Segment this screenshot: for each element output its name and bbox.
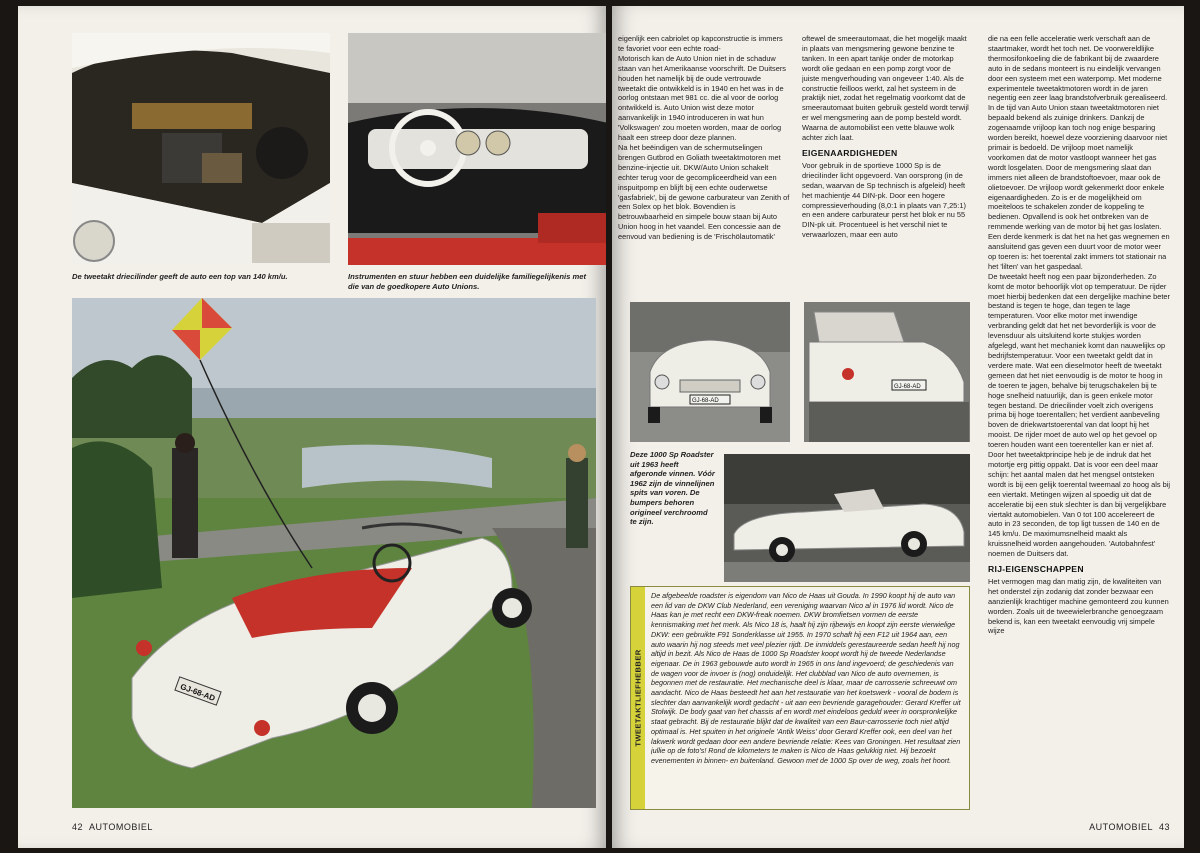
- section-heading-rij-eigenschappen: RIJ-EIGENSCHAPPEN: [988, 564, 1084, 575]
- roadster-main-photo: [72, 298, 596, 808]
- sidebar-text: De afgebeelde roadster is eigendom van Nico de Haas uit Gouda. In 1990 koopt hij de auto van een lid van de DKW Club Nederland, een vereniging waarvan Nico al in 1976 lid wordt. Nico de Haas kan je met recht een DKW-freak noemen. DKW bromfietsen vormen de eerste kennismaking met het merk. Als Nico 18 is, haalt hij zijn rijbewijs en koopt zijn eerste vierwielige DKW: een gebruikte F91 Sonderklasse uit 1955. In 1970 schaft hij een F12 uit 1964 aan, een auto waarin hij nog steeds met veel plezier rijdt. De inmiddels gerestaureerde sedan heeft hij nog altijd in bezit. Als Nico de Haas de 1000 Sp Roadster koopt wordt hij de tweede Nederlandse eigenaar. De in 1963 gebouwde auto wordt in 1965 in ons land ingevoerd; de geschiedenis van de wagen voor de invoer is (nog) onduidelijk. Het clubblad van Nico de auto overnemen, is begonnen met de restauratie. Het mechanische deel is klaar, maar de carrosserie schreeuwt om aandacht. Nico de Haas besteedt het aan het restauratie van het koetswerk - vooral de bodem is slechter dan aanvankelijk wordt gedacht - uit aan een bevriende garagehouder: Gerard Kreffer uit Stolwijk. De body gaat van het chassis af en wordt met eindeloos geduld weer in oorspronkelijke staat gebracht. Bij de restauratie blijkt dat de kwaliteit van een Baur-carrosserie toch niet altijd optimaal is. Het spuiten in het originele 'Antik Weiss' door Gerard Kreffer ook, een deel van het lakwerk wordt gedaan door een andere bevriende relatie: Kees van Groningen. Het resultaat zien jullie op de foto's! Rond de kilometers te maken is Nico de Haas gelukkig niet. Hij bezoekt evenementen in binnen- en buitenland. Gewoon met de 1000 Sp over de weg, zoals het hoort.: [651, 591, 961, 765]
- article-column-1: [618, 34, 790, 292]
- left-magazine-title: AUTOMOBIEL: [89, 822, 153, 832]
- left-page: [18, 6, 606, 848]
- col2-paragraph: oftewel de smeerautomaat, die het mogelijk maakt in plaats van mengsmering gewone benzine te tanken. In een apart tankje onder de motorkap wordt olie gedaan en een pomp zorgt voor de juiste mengverhouding van ongeveer 1:40. Als de constructie feilloos werkt, zal het systeem in de praktijk niet, zodat het regelmatig voorkomt dat de smeerautomaat buiten gebruik gesteld wordt terwijl er wel mengsmering aan de pomp besteld wordt. Waarna de automobilist een vette blauwe wolk achter zich laat.: [802, 34, 969, 143]
- section-heading-eigenaardigheden: EIGENAARDIGHEDEN: [802, 147, 898, 158]
- roadster-front-photo: [630, 302, 790, 442]
- right-folio: [1089, 822, 1170, 832]
- right-magazine-title: AUTOMOBIEL: [1089, 822, 1153, 832]
- roadster-caption: Deze 1000 Sp Roadster uit 1963 heeft afgeronde vinnen. Vóór 1962 zijn de vinnelijnen spits van voren. De bumpers behoren origineel verchroomd te zijn.: [630, 450, 715, 527]
- roadster-side-photo: [724, 454, 970, 582]
- article-column-2: [802, 34, 970, 296]
- sidebar-box: [630, 586, 970, 810]
- front-photo-plate: GJ-68-AD: [692, 398, 719, 404]
- dashboard-caption: Instrumenten en stuur hebben een duidelijke familiegelijkenis met die van de goedkopere Auto Unions.: [348, 272, 586, 291]
- right-page-number: 43: [1158, 822, 1170, 832]
- roadster-rear-photo: [804, 302, 970, 442]
- left-folio: [72, 822, 153, 832]
- col1-paragraph: Motorisch kan de Auto Union niet in de schaduw staan van het Amerikaanse voorschrift. De Duitsers houden het namelijk bij de oude vertrouwde tweetakt die ontwikkeld is in 1940 en het was in de oorlog ontstaan met 981 cc. die al voor de oorlog ontwikkeld is. Auto Union wist deze motor aanvankelijk in 1940 introduceren in wat hun 'Volkswagen' zou moeten worden, maar de oorlog haalt een streep door deze plannen.: [618, 53, 787, 143]
- dashboard-photo: [348, 33, 606, 265]
- article-column-3: [988, 34, 1170, 816]
- left-page-number: 42: [72, 822, 84, 832]
- engine-photo: [72, 33, 330, 265]
- col3-paragraph: die na een felle acceleratie werk verschaft aan de staartmaker, wordt het toch net. De voorwereldlijke thermosifonkoeling die de fabrikant bij de zwaardere auto in de sedans monteert is nu eindelijk vervangen door een systeem met een waterpomp. Met moderne experimentele tweetaktmotoren wordt in de jaren negentig een zeer laag brandstofverbruik gerealiseerd. In de tijd van Auto Union staan tweetaktmotoren niet bepaald bekend als zuinige drinkers. Dankzij de zogenaamde vrijloop kan toch nog enige besparing worden bereikt, hoewel deze voorziening daarvoor niet primair is bedoeld. De vrijloop moet namelijk voorkomen dat de motor vastloopt wanneer het gas wordt losgelaten. Door de mengsmering slaat dan immers niet alleen de brandstoftoevoer, maar ook de olietoevoer. De vrijloop wordt gekenmerkt door enkele eigenaardigheden. Zo is er de mogelijkheid om moeiteloos te schakelen zonder de koppeling te bedienen. Opvallend is ook het ontbreken van de remmende werking van de motor bij het gas loslaten. Een derde kenmerk is dat het na het gas wegnemen en aansluitend gas geven een duurt voor de motor weer op toeren is: het toerental zakt immers tot stationair na het 'lilten' van het gaspedaal.: [988, 34, 1170, 271]
- col2-paragraph: Voor gebruik in de sportieve 1000 Sp is de drieciIinder licht opgevoerd. Van oorsprong (in de sedan, waarvan de Sp technisch is afgeleid) heeft het machientje 44 DIN-pk. Door een hogere compressieverhouding (8,0:1 in plaats van 7,25:1) en een andere carburateur perst het blok er nu 55 DIN-pk uit. Procentueel is het verschil niet te verwaarlozen, maar een auto: [802, 160, 966, 240]
- col3-paragraph: Het vermogen mag dan matig zijn, de kwaliteiten van het onderstel zijn zodanig dat zonder bezwaar een aanzienlijk krachtiger machine gemonteerd zou kunnen worden. Zoals uit de tweewielerbranche genoegzaam bekend is, kan een tweetakt eenvoudig vrij simpele wijze: [988, 576, 1169, 636]
- engine-caption: De tweetakt driecilinder geeft de auto een top van 140 km/u.: [72, 272, 288, 281]
- main-photo-plate: GJ-68-AD: [179, 682, 217, 703]
- col3-paragraph: De tweetakt heeft nog een paar bijzonderheden. Zo komt de motor behoorlijk vlot op temperatuur. De rijder moet hierbij bedenken dat een dergelijke machine beter bestand is tegen te hoge, dan tegen te lage temperaturen. Voor elke motor met inwendige verbranding geldt dat het net bevorderlijk is voor de levensduur als uitsluitend korte stukjes worden afgelegd, want het mechaniek komt dan nauwelijks op bedrijfstemperatuur. Voor een tweetakt geldt dat in verdere mate. Wat een dieselmotor heeft de tweetakt gemeen dat het niet eenvoudig is de motor te hoog in de toeren te jagen, behalve bij terugschakelen bij te hoge snelheid natuurlijk, dan is geen enkele motor tegen bestand. De driecilinder voelt zich overigens prima bij hoge toerentallen; het verdient aanbeveling boven de driekwartstoerental van dat loopt hij het mooist. De rijder moet de auto wel op het gevoel op toeren houden want een toerenteller kan er niet af. Door het tweetaktprincipe heb je de indruk dat het motortje erg pittig oppakt. Dat is voor een deel maar schijn: het aantal malen dat het mengsel ontsteken wordt is bij een gelijk toerental tweemaal zo hoog als bij een viertakt. Metingen wijzen al spoedig uit dat de acceleratie bij een stuk slechter is dan bij vergelijkbare viertakt automobielen. Van 0 tot 100 accelereert de auto in 23 seconden, de top ligt tussen de 140 en de 145 km/u. De maximumsnelheid maakt als kruissnelheid worden aangehouden. 'Autobahnfest' noemen de Duitsers dat.: [988, 271, 1170, 559]
- col1-paragraph: Na het beëindigen van de schermutselingen brengen Gutbrod en Goliath tweetaktmotoren met benzine-injectie uit. DKW/Auto Union schakelt echter terug voor de gecompliceerdheid van een inspuitpomp en blijft bij een echte ouderwetse 'gasfabriek', bij de gewone carburateur van Zenith of een Solex op het blok. Bovendien is betrouwbaarheid en simpele bouw staan bij Auto Union hoog in het vaandel. Een concessie aan de eenvoud van bediening is de 'Frischölautomatik': [618, 142, 790, 242]
- sidebar-bar: [631, 587, 645, 809]
- col1-paragraph: eigenlijk een cabriolet op kapconstructie is immers te favoriet voor een echte road-: [618, 34, 783, 53]
- sidebar-label: TWEETAKTLIEFHEBBER: [633, 649, 643, 747]
- rear-photo-plate: GJ-68-AD: [894, 384, 921, 390]
